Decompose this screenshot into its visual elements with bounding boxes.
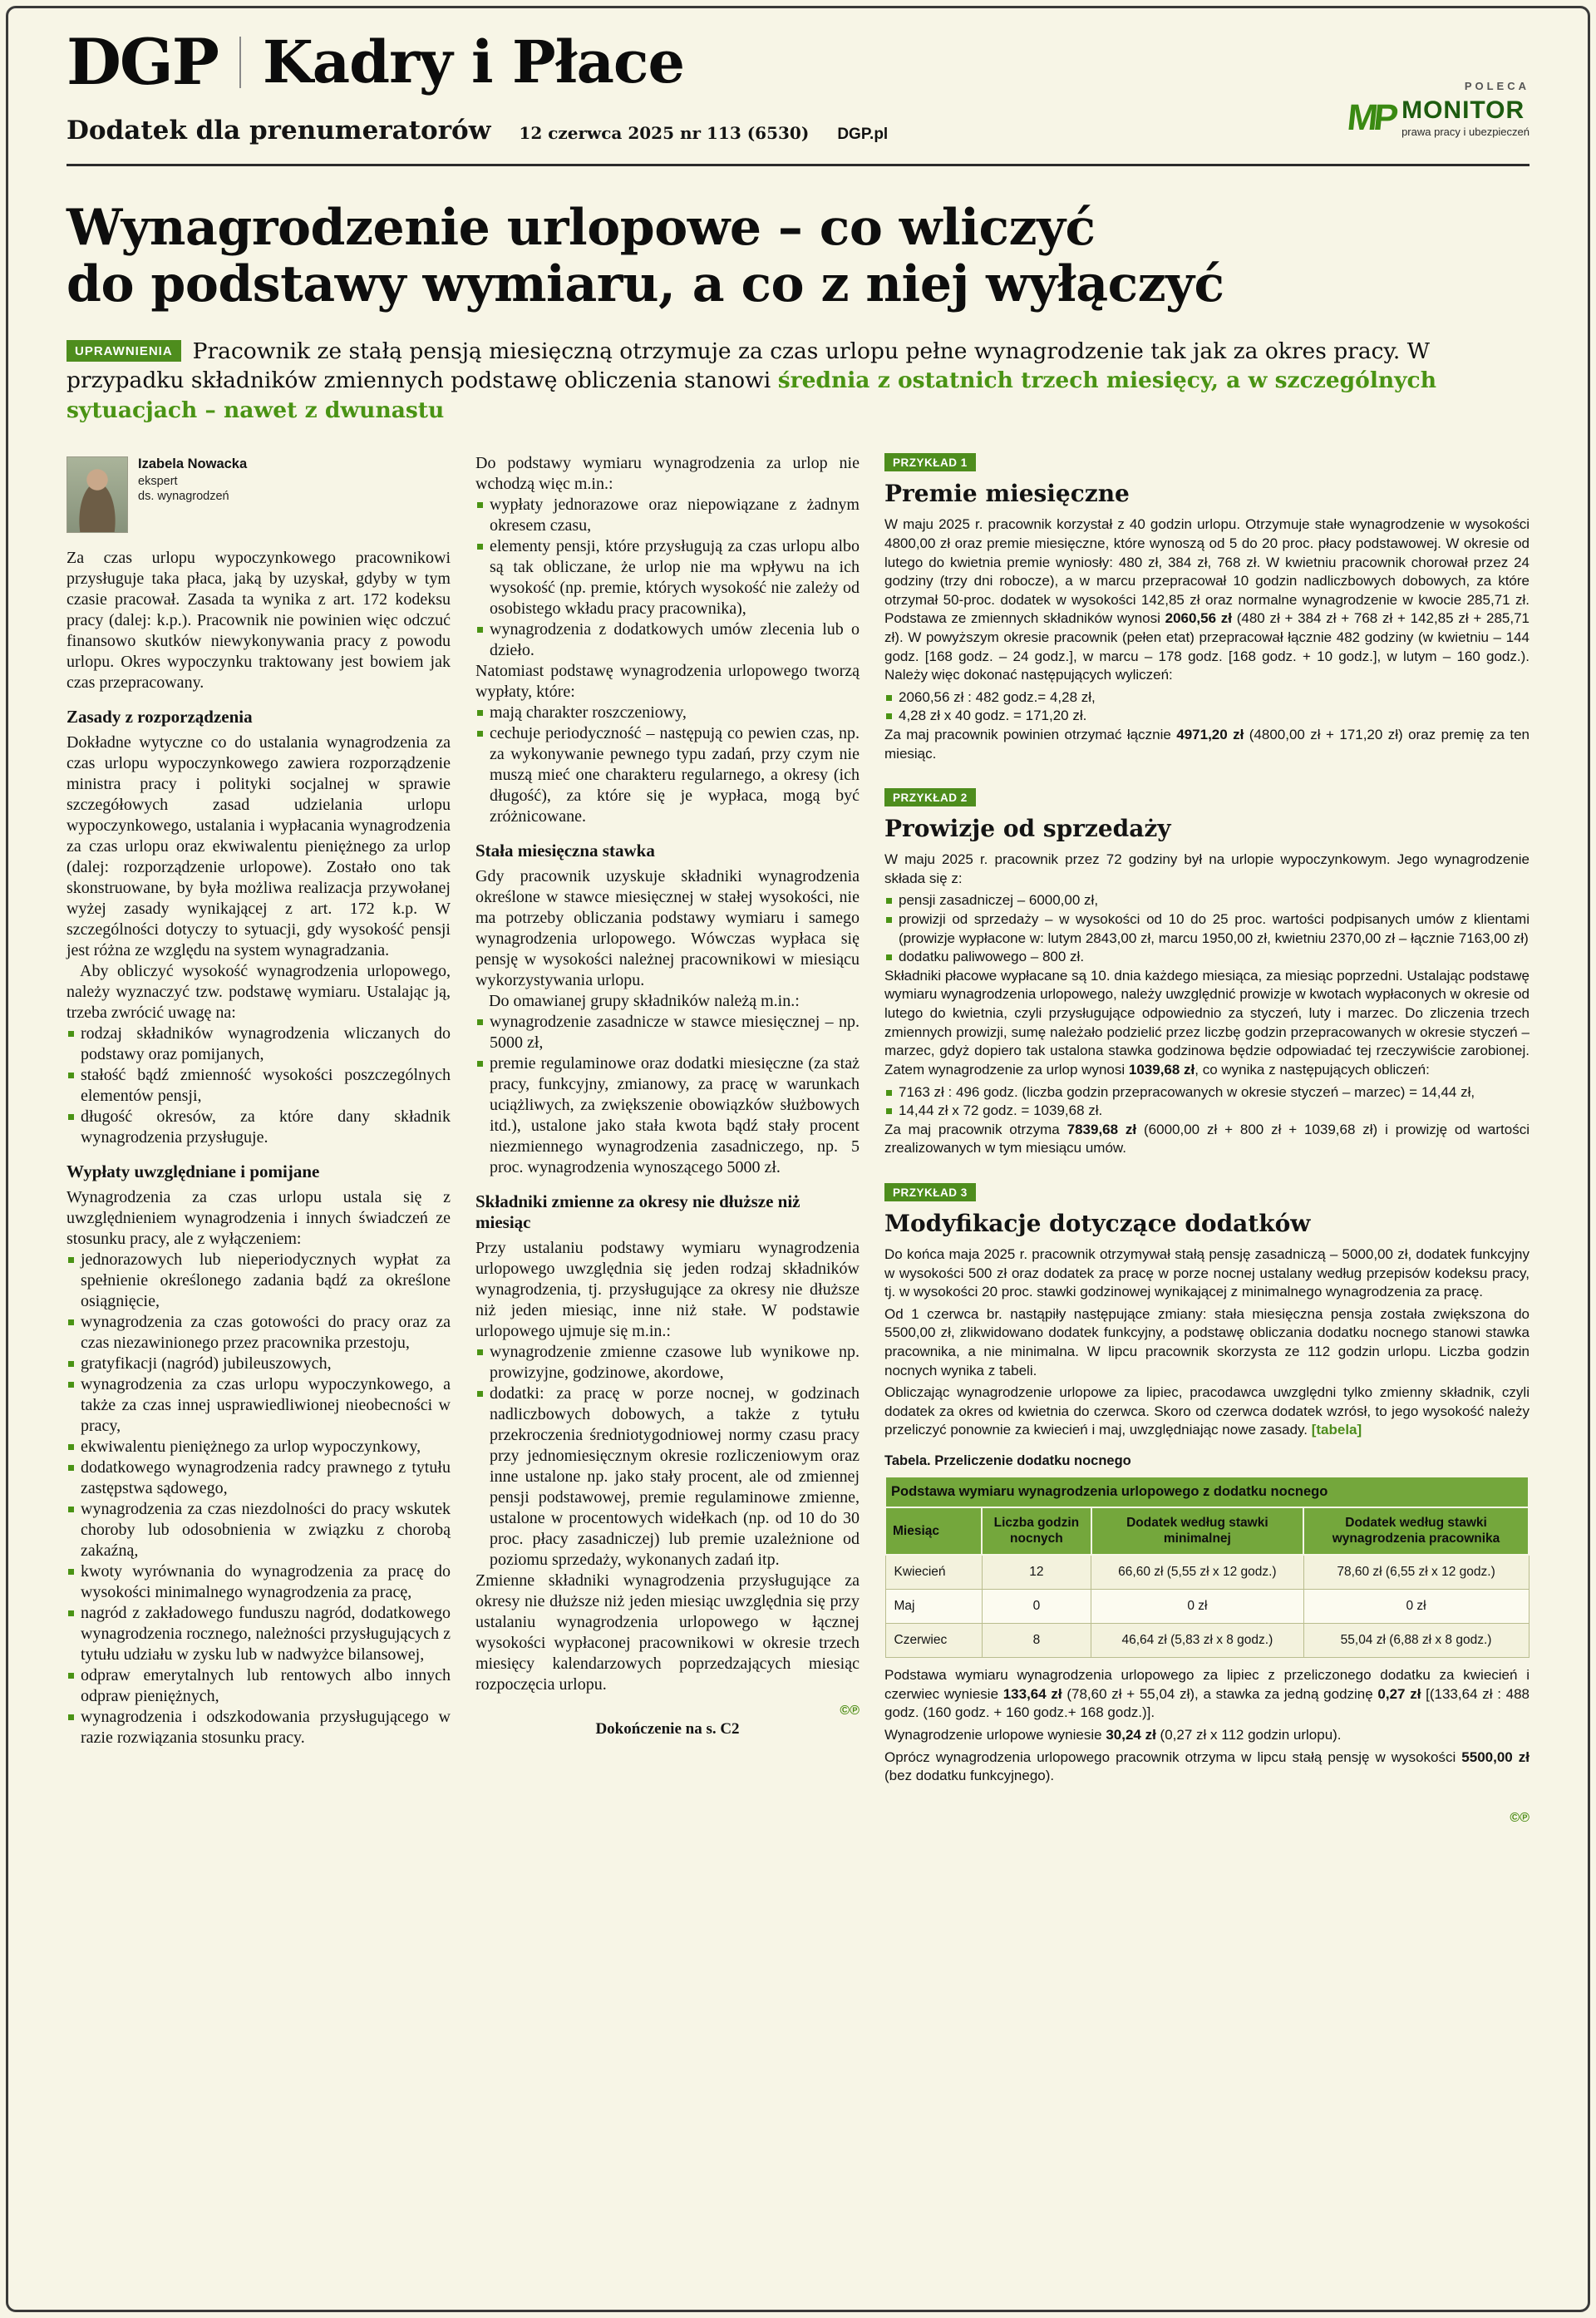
paragraph: Od 1 czerwca br. nastąpiły następujące zmiany: stała miesięczna pensja została zwiększona do 5500,00 zł, zlikwidowano dodatek funkcyjny, a podstawę obliczania dodatku nocnego stanowi stawka pracownika, a nie minimalna. W lipcu pracownik skorzysta ze 112 godzin urlopu. Liczba godzin nocnych wynika z tabeli. — [884, 1305, 1530, 1378]
list-item: dodatki: za pracę w porze nocnej, w godzinach nadliczbowych dobowych, a także z tytułu przekroczenia średniotygodniowej normy czasu pracy przy jednomiesięcznym okresie rozliczeniowym oraz inne ustalone np. jako stały procent, ale od zmiennej pensji podstawowej, premie regulaminowe zmienne, ustalone w procentowych widełkach (np. od 10 do 30 proc. płacy zasadniczej) lub premie uzależnione od poziomu sprzedaży, wykonanych zadań itp. — [475, 1383, 860, 1571]
list-item: dodatkowego wynagrodzenia radcy prawnego z tytułu zastępstwa sądowego, — [66, 1457, 451, 1499]
headline — [66, 200, 1530, 313]
bullet-list — [475, 495, 860, 661]
table-header-cell: Liczba godzin nocnych — [982, 1507, 1091, 1555]
list-item: gratyfikacji (nagród) jubileuszowych, — [66, 1354, 451, 1374]
header-rule — [66, 164, 1530, 166]
paragraph: Przy ustalaniu podstawy wymiaru wynagrodzenia urlopowego uwzględnia się jeden rodzaj składników wynagrodzenia, tj. przysługujące za okresy nie dłuższe niż jeden miesiąc, inne niż stałe. W podstawie urlopowego ujmuje się m.in.: — [475, 1239, 860, 1341]
paragraph: Aby obliczyć wysokość wynagrodzenia urlopowego, należy wyznaczyć tzw. podstawę wymiaru. Ustalając ją, trzeba zwrócić uwagę na: — [66, 962, 451, 1023]
monitor-logo — [1347, 97, 1530, 139]
list-item: pensji zasadniczej – 6000,00 zł, — [884, 891, 1530, 910]
paragraph: Podstawa wymiaru wynagrodzenia urlopowego za lipiec z przeliczonego dodatku za kwiecień i czerwiec wyniesie 133,64 zł (78,60 zł + 55,04 zł), a stawka za jedną godzinę 0,27 zł [(133,64 zł : 488 godz. (160 godz. + 160 godz.+ 168 godz.)]. — [884, 1667, 1530, 1721]
table-band-header: Podstawa wymiaru wynagrodzenia urlopowego z dodatku nocnego — [885, 1477, 1529, 1507]
mp-monogram-icon: MP — [1345, 97, 1396, 138]
list-item: 4,28 zł x 40 godz. = 171,20 zł. — [884, 707, 1530, 726]
copyright-mark: ©℗ — [1510, 1810, 1530, 1825]
table-cell: 12 — [982, 1555, 1091, 1590]
list-item: cechuje periodyczność – następują co pewien czas, np. za wykonywanie pewnego typu zadań, przy czym nie muszą mieć one charakteru regularnego, a okresy (ich długość), za które się je wypłaca, mogą być zróżnicowane. — [475, 723, 860, 827]
table-cell: Czerwiec — [885, 1624, 982, 1658]
bullet-list — [884, 891, 1530, 966]
lead-text-highlight: średnia z ostatnich trzech miesięcy, a w szczególnych sytuacjach – nawet z dwunastu — [66, 367, 1436, 423]
list-item: wynagrodzenia i odszkodowania przysługującego w razie rozwiązania stosunku pracy. — [66, 1707, 451, 1748]
table-cell: 66,60 zł (5,55 zł x 12 godz.) — [1091, 1555, 1303, 1590]
paragraph: Do końca maja 2025 r. pracownik otrzymywał stałą pensję zasadniczą – 5000,00 zł, dodatek funkcyjny w wysokości 500 zł oraz dodatek za pracę w porze nocnej ustalany według przepisów kodeksu pracy, tj. w wysokości 20 proc. stawki godzinowej wynikającej z minimalnego wynagrodzenia za pracę. — [884, 1245, 1530, 1300]
table-cell: 0 — [982, 1589, 1091, 1623]
table-header-cell: Dodatek według stawki minimalnej — [1091, 1507, 1303, 1555]
paragraph: W maju 2025 r. pracownik przez 72 godziny był na urlopie wypoczynkowym. Jego wynagrodzenie składa się z: — [884, 851, 1530, 886]
paragraph: Do omawianej grupy składników należą m.in.: — [489, 992, 800, 1011]
example-section — [884, 453, 1530, 763]
lead-paragraph — [66, 337, 1530, 426]
list-item: rodzaj składników wynagrodzenia wliczanych do podstawy oraz pomijanych, — [66, 1023, 451, 1065]
list-item: dodatku paliwowego – 800 zł. — [884, 948, 1530, 967]
continuation-note: Dokończenie na s. C2 — [595, 1720, 740, 1738]
table-cell: 78,60 zł (6,55 zł x 12 godz.) — [1303, 1555, 1529, 1590]
table-cell: Maj — [885, 1589, 982, 1623]
list-item: prowizji od sprzedaży – w wysokości od 10 do 25 proc. wartości podpisanych umów z klientami (prowizje wypłacone w: lutym 2843,00 zł, marcu 1950,00 zł, kwietniu 2370,00 zł – łącznie 7163,00 zł) — [884, 910, 1530, 948]
lead-text: Pracownik ze stałą pensją miesięczną otrzymuje za czas urlopu pełne wynagrodzenie tak jak za okres pracy. W przypadku składników zmiennych podstawę obliczenia stanowi — [66, 338, 1431, 394]
paragraph: Wynagrodzenie urlopowe wyniesie 30,24 zł (0,27 zł x 112 godzin urlopu). — [884, 1727, 1342, 1743]
list-item: wynagrodzenia za czas urlopu wypoczynkowego, a także za czas innej usprawiedliwionej nieobecności w pracy, — [66, 1374, 451, 1437]
table-cell: 0 zł — [1091, 1589, 1303, 1623]
list-item: wynagrodzenie zmienne czasowe lub wynikowe np. prowizyjne, godzinowe, akordowe, — [475, 1342, 860, 1383]
table-notes — [884, 1666, 1530, 1786]
site-link[interactable]: DGP.pl — [837, 126, 889, 143]
section-heading: Składniki zmienne za okresy nie dłuższe niż miesiąc — [475, 1191, 800, 1233]
list-item: stałość bądź zmienność wysokości poszczególnych elementów pensji, — [66, 1065, 451, 1107]
paragraph: Obliczając wynagrodzenie urlopowe za lipiec, pracodawca uwzględni tylko zmienny składnik, czyli dodatek za okres od kwietnia do czerwca. Skoro od czerwca dodatek wzrósł, to jego wysokość należy przeliczyć ponownie za kwiecień i maj, uwzględniając nowe zasady. [tabela] — [884, 1384, 1530, 1438]
night-allowance-table — [884, 1476, 1530, 1658]
author-role: ekspert — [138, 475, 178, 489]
list-item: wynagrodzenie zasadnicze w stawce miesięcznej – np. 5000 zł, — [475, 1012, 860, 1053]
list-item: ekwiwalentu pieniężnego za urlop wypoczynkowy, — [66, 1437, 451, 1457]
list-item: jednorazowych lub nieperiodycznych wypłat za spełnienie określonego zadania bądź za określone osiągnięcie, — [66, 1250, 451, 1312]
bullet-list — [475, 1342, 860, 1571]
bullet-list — [884, 688, 1530, 726]
table-header-cell: Dodatek według stawki wynagrodzenia pracownika — [1303, 1507, 1529, 1555]
section-heading: Stała miesięczna stawka — [475, 841, 655, 861]
table-cell: 46,64 zł (5,83 zł x 8 godz.) — [1091, 1624, 1303, 1658]
headline-line-1: Wynagrodzenie urlopowe – co wliczyć — [66, 199, 1096, 257]
column-1 — [66, 453, 451, 1826]
masthead — [66, 25, 1530, 145]
table-cell: 8 — [982, 1624, 1091, 1658]
logo-separator — [239, 37, 241, 88]
bullet-list — [475, 703, 860, 827]
author-box — [66, 456, 451, 533]
example-badge: PRZYKŁAD 2 — [884, 788, 976, 806]
column-1-text — [66, 548, 451, 1748]
paragraph: Za maj pracownik otrzyma 7839,68 zł (6000,00 zł + 800 zł + 1039,68 zł) i prowizję od wartości zrealizowanych w tym miesiącu umów. — [884, 1121, 1530, 1157]
supplement-title: Kadry i Płace — [262, 27, 685, 96]
monitor-text — [1401, 98, 1530, 138]
table-cell: Kwiecień — [885, 1555, 982, 1590]
list-item: 2060,56 zł : 482 godz.= 4,28 zł, — [884, 688, 1530, 708]
examples-column — [884, 453, 1530, 1826]
author-name: Izabela Nowacka — [138, 456, 248, 472]
list-item: kwoty wyrównania do wynagrodzenia za pracę do wysokości minimalnego wynagrodzenia za pracę, — [66, 1561, 451, 1603]
list-item: 7163 zł : 496 godz. (liczba godzin przepracowanych w okresie styczeń – marzec) = 14,44 zł, — [884, 1083, 1530, 1102]
example-badge: PRZYKŁAD 1 — [884, 453, 976, 471]
paragraph: Gdy pracownik uzyskuje składniki wynagrodzenia określone w stawce miesięcznej w stałej wysokości, nie ma potrzeby obliczania podstawy wymiaru i samego wynagrodzenia urlopowego. Wówczas wypłaca się pensję w wysokości należnej pracownikowi w miesiącu wykorzystywania urlopu. — [475, 867, 860, 990]
dgp-logo: DGP — [66, 25, 218, 99]
list-item: elementy pensji, które przysługują za czas urlopu albo są tak obliczane, że urlop nie ma wpływu na ich wysokość (np. premie, których wysokość nie zależy od osobistego wkładu pracy pracownika), — [475, 536, 860, 619]
edition-row — [66, 116, 888, 145]
list-item: odpraw emerytalnych lub rentowych albo innych odpraw pieniężnych, — [66, 1665, 451, 1707]
paragraph: W maju 2025 r. pracownik korzystał z 40 godzin urlopu. Otrzymuje stałe wynagrodzenie w wysokości 4800,00 zł oraz premie miesięczne, które wynoszą od 5 do 20 proc. płacy podstawowej. W okresie od lutego do kwietnia premie wyniosły: 480 zł, 384 zł, 768 zł. W kwietniu pracownik chorował przez 24 godziny (trzy dni robocze), a w marcu przepracował 10 godzin nadliczbowych dobowych, za które otrzymał 50-proc. dodatek w wysokości 142,85 zł oraz normalne wynagrodzenie w kwocie 285,71 zł. Podstawa ze zmiennych składników wynosi 2060,56 zł (480 zł + 384 zł + 768 zł + 142,85 zł + 285,71 zł). W powyższym okresie pracownik (pełen etat) przepracował łącznie 482 godziny (w kwietniu – 144 godz. [168 godz. – 24 godz.], w marcu – 178 godz. [168 godz. + 10 godz.], w lutym – 160 godz.). Należy więc dokonać następujących wyliczeń: — [884, 516, 1530, 683]
column-2 — [475, 453, 860, 1826]
list-item: premie regulaminowe oraz dodatki miesięczne (za staż pracy, funkcyjny, zmianowy, za pracę w warunkach uciążliwych, za zwiększenie obowiązków służbowych itd.), ustalone jako stała kwota bądź stały procent niezmiennego wynagrodzenia zasadniczego, np. 5 proc. wynagrodzenia wynoszącego 5000 zł. — [475, 1053, 860, 1178]
list-item: wynagrodzenia za czas niezdolności do pracy wskutek choroby lub odosobnienia w związku z chorobą zakaźną, — [66, 1499, 451, 1561]
bullet-list — [475, 1012, 860, 1178]
example-section — [884, 788, 1530, 1158]
logo-row — [66, 25, 888, 99]
paragraph: Zmienne składniki wynagrodzenia przysługujące za okresy nie dłuższe niż jeden miesiąc uwzględnia się przy ustalaniu wynagrodzenia urlopowego w łącznej wysokości wypłaconej pracownikowi w okresie trzech miesięcy kalendarzowych poprzedzających miesiąc rozpoczęcia urlopu. — [475, 1571, 860, 1694]
uprawnienia-badge: UPRAWNIENIA — [66, 340, 181, 362]
monitor-tagline: prawa pracy i ubezpieczeń — [1401, 126, 1530, 138]
paragraph: Dokładne wytyczne co do ustalania wynagrodzenia za czas urlopu wypoczynkowego zawiera rozporządzenie ministra pracy i polityki socjalnej w sprawie szczegółowych zasad udzielania urlopu wypoczynkowego, ustalania i wypłacania wynagrodzenia za czas urlopu oraz ekwiwalentu pieniężnego za urlop (dalej: rozporządzenie urlopowe). Zostało ono tak skonstruowane, by była możliwa realizacja przywołanej wyżej zasady wynikającej z art. 172 k.p. W szczególności dotyczy to sytuacji, gdy wysokość pensji jest różna ze względu na system wynagradzania. — [66, 733, 451, 960]
example-title: Modyfikacje dotyczące dodatków — [884, 1209, 1311, 1237]
table-cell: 55,04 zł (6,88 zł x 8 godz.) — [1303, 1624, 1529, 1658]
table-row — [885, 1555, 1529, 1590]
paragraph: Składniki płacowe wypłacane są 10. dnia każdego miesiąca, za miesiąc poprzedni. Ustalając podstawę wymiaru wynagrodzenia urlopowego, należy uwzględnić prowizje w kwotach wypłaconych w okresie od lutego do kwietnia, czyli przysługujące odpowiednio za styczeń, luty i marzec. Do zliczenia trzech zmiennych prowizji, sumę należało podzielić przez liczbę godzin przepracowanych w okresie styczeń – marzec, gdyż dopiero tak ustalona stawka godzinowa będzie odpowiadać tej rzeczywiście zarobionej. Zatem wynagrodzenie za urlop wynosi 1039,68 zł, co wynika z następujących obliczeń: — [884, 967, 1530, 1078]
author-role: ds. wynagrodzeń — [138, 490, 229, 504]
author-photo — [66, 456, 128, 533]
paragraph: Natomiast podstawę wynagrodzenia urlopowego tworzą wypłaty, które: — [475, 662, 860, 702]
list-item: nagród z zakładowego funduszu nagród, dodatkowego wynagrodzenia rocznego, należności przysługujących z tytułu udziału w zysku lub w nadwyżce bilansowej, — [66, 1603, 451, 1665]
bullet-list — [66, 1023, 451, 1148]
paragraph: Wynagrodzenia za czas urlopu ustala się z uwzględnieniem wynagrodzenia i innych świadczeń ze stosunku pracy, ale z wyłączeniem: — [66, 1188, 451, 1249]
table-row — [885, 1589, 1529, 1623]
example-title: Prowizje od sprzedaży — [884, 815, 1171, 843]
masthead-left — [66, 25, 888, 145]
poleca-label: POLECA — [1464, 80, 1530, 92]
monitor-name: MONITOR — [1401, 96, 1525, 124]
list-item: wynagrodzenia za czas gotowości do pracy oraz za czas niezawinionego przez pracownika przestoju, — [66, 1312, 451, 1354]
table-caption: Tabela. Przeliczenie dodatku nocnego — [884, 1453, 1131, 1469]
list-item: wypłaty jednorazowe oraz niepowiązane z żadnym okresem czasu, — [475, 495, 860, 536]
paragraph: Za czas urlopu wypoczynkowego pracownikowi przysługuje taka płaca, jaką by uzyskał, gdyby w tym czasie pracował. Zasada ta wynika z art. 172 kodeksu pracy (dalej: k.p.). Pracownik nie powinien więc odczuć finansowo skutków niewykonywania pracy z powodu urlopu. Okres wypoczynku traktowany jest bowiem jak czas przepracowany. — [66, 549, 451, 693]
bullet-list — [884, 1083, 1530, 1121]
list-item: wynagrodzenia z dodatkowych umów zlecenia lub o dzieło. — [475, 619, 860, 661]
bullet-list — [66, 1250, 451, 1748]
headline-line-2: do podstawy wymiaru, a co z niej wyłączyć — [66, 255, 1224, 314]
section-heading: Zasady z rozporządzenia — [66, 707, 253, 727]
examples-container — [884, 453, 1530, 1786]
copyright-mark: ©℗ — [840, 1704, 860, 1719]
list-item: mają charakter roszczeniowy, — [475, 703, 860, 723]
column-2-text — [475, 453, 860, 1695]
example-section — [884, 1183, 1530, 1786]
article-columns — [66, 453, 1530, 1826]
edition-label: Dodatek dla prenumeratorów — [66, 116, 491, 145]
issue-date: 12 czerwca 2025 nr 113 (6530) — [519, 123, 810, 143]
table-cell: 0 zł — [1303, 1589, 1529, 1623]
paragraph: Oprócz wynagrodzenia urlopowego pracownik otrzyma w lipcu stałą pensję w wysokości 5500,00 zł (bez dodatku funkcyjnego). — [884, 1748, 1530, 1784]
list-item: 14,44 zł x 72 godz. = 1039,68 zł. — [884, 1102, 1530, 1121]
paragraph: Za maj pracownik powinien otrzymać łącznie 4971,20 zł (4800,00 zł + 171,20 zł) oraz premię za ten miesiąc. — [884, 726, 1530, 762]
example-title: Premie miesięczne — [884, 480, 1130, 508]
paragraph: Do podstawy wymiaru wynagrodzenia za urlop nie wchodzą więc m.in.: — [475, 454, 860, 494]
table-reference: [tabela] — [1308, 1422, 1362, 1438]
example-badge: PRZYKŁAD 3 — [884, 1183, 976, 1201]
list-item: długość okresów, za które dany składnik wynagrodzenia przysługuje. — [66, 1107, 451, 1148]
author-meta — [138, 456, 247, 504]
masthead-right — [1347, 80, 1530, 139]
table-header-cell: Miesiąc — [885, 1507, 982, 1555]
table-row — [885, 1624, 1529, 1658]
section-heading: Wypłaty uwzględniane i pomijane — [66, 1161, 320, 1182]
